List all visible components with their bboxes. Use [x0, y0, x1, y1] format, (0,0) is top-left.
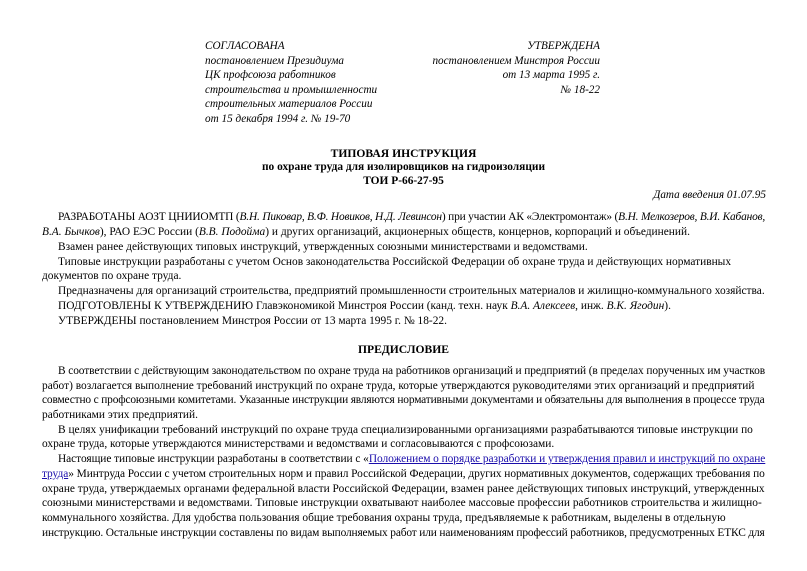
developed-line-1: РАЗРАБОТАНЫ АОЗТ ЦНИИОМТП (В.Н. Пиковар, В.Ф. Новиков, Н.Д. Левинсон) при участии АК «Электромонтаж» (В.Н. Мелкозеров, В.И. Кабанов, — [58, 211, 766, 223]
doc-title: ТИПОВАЯ ИНСТРУКЦИЯ — [330, 147, 477, 160]
preface-p1-line: В соответствии с действующим законодательством по охране труда на работников организаций и предприятий (в пределах порученных им участков — [58, 365, 765, 377]
approval-left-line: строительных материалов России — [205, 98, 373, 111]
approval-right-line: постановлением Минстроя России — [432, 54, 600, 67]
preface-p3-line: союзными министерствами и ведомствами. Типовые инструкции охватывают наиболее массовые профессии работников строительства и жилищно- — [42, 497, 762, 509]
preface-p3-line: инструкцию. Остальные инструкции составлены по видам выполняемых работ или наименованиям профессий работников, предусмотренных ЕТКС для — [42, 527, 765, 539]
preface-heading: ПРЕДИСЛОВИЕ — [357, 343, 450, 356]
regulation-link[interactable]: Положением о порядке разработки и утверждения правил и инструкций по охране — [368, 453, 766, 465]
preface-p3-line: коммунального хозяйства. Для удобства пользования общие требования охраны труда, предъявляемые к работникам, выделены в отдельную — [42, 512, 726, 524]
preface-p1-line: совместно с профсоюзными комитетами. Указанные инструкции являются нормативными документами и обязательны для выполнения в процессе труда — [42, 394, 765, 406]
approval-right-block — [420, 39, 600, 97]
approval-right-line: № 18-22 — [560, 83, 600, 96]
preface-p2-line: охране труда, которые утверждаются министерствами и ведомствами и согласовываются с профсоюзами. — [42, 438, 555, 450]
approved-line: УТВЕРЖДЕНЫ постановлением Минстроя России от 13 марта 1995 г. № 18-22. — [58, 315, 447, 327]
preface-p3-line: охране труда, утверждаемых органами федеральной власти Российской Федерации, взамен ранее действующих типовых инструкций, утвержденных — [42, 483, 765, 495]
approval-left-line: от 15 декабря 1994 г. № 19-70 — [205, 112, 351, 125]
preface-p2-line: В целях унификации требований инструкций по охране труда специализированными организациями разрабатываются типовые инструкции по — [58, 424, 753, 436]
developed-line-2: В.А. Бычков), РАО ЕЭС России (В.В. Подойма) и других организаций, акционерных обществ, концернов, корпораций и объединений. — [42, 226, 690, 238]
preface-p3-line-2: труда» Минтруда России с учетом строительных норм и правил Российской Федерации, других нормативных документов, содержащих требования по — [42, 468, 765, 480]
approval-left-block — [205, 39, 377, 127]
preface-p3-line-1: Настоящие типовые инструкции разработаны в соответствии с «Положением о порядке разработки и утверждения правил и инструкций по охране — [58, 453, 766, 465]
prepared-line: ПОДГОТОВЛЕНЫ К УТВЕРЖДЕНИЮ Главэкономикой Минстроя России (канд. техн. наук В.А. Алексеев, инж. В.К. Ягодин). — [58, 300, 671, 312]
approval-left-line: ЦК профсоюза работников — [205, 69, 336, 82]
approval-left-line: постановлением Президиума — [205, 54, 344, 67]
preface-p1-line: работ) возлагается выполнение требований инструкций по охране труда, которые утверждаются руководителями этих организаций и предприятий — [42, 380, 755, 392]
doc-code: ТОИ Р-66-27-95 — [363, 175, 444, 187]
regulation-link-continued[interactable]: труда — [42, 468, 69, 480]
basis-line-2: документов по охране труда. — [42, 270, 182, 282]
replaced-line: Взамен ранее действующих типовых инструкций, утвержденных союзными министерствами и ведомствами. — [58, 241, 588, 253]
approval-right-line: УТВЕРЖДЕНА — [527, 40, 600, 52]
basis-line-1: Типовые инструкции разработаны с учетом Основ законодательства Российской Федерации об охране труда и действующих нормативных — [58, 256, 732, 268]
approval-left-line: СОГЛАСОВАНА — [205, 40, 285, 52]
approval-left-line: строительства и промышленности — [205, 83, 378, 96]
approval-right-line: от 13 марта 1995 г. — [502, 69, 600, 82]
doc-subtitle: по охране труда для изолировщиков на гидроизоляции — [261, 161, 546, 173]
preface-p1-line: работниками этих предприятий. — [42, 409, 198, 421]
effective-date: Дата введения 01.07.95 — [653, 189, 766, 201]
intended-line: Предназначены для организаций строительства, предприятий промышленности строительных материалов и жилищно-коммунального хозяйства. — [58, 285, 765, 297]
